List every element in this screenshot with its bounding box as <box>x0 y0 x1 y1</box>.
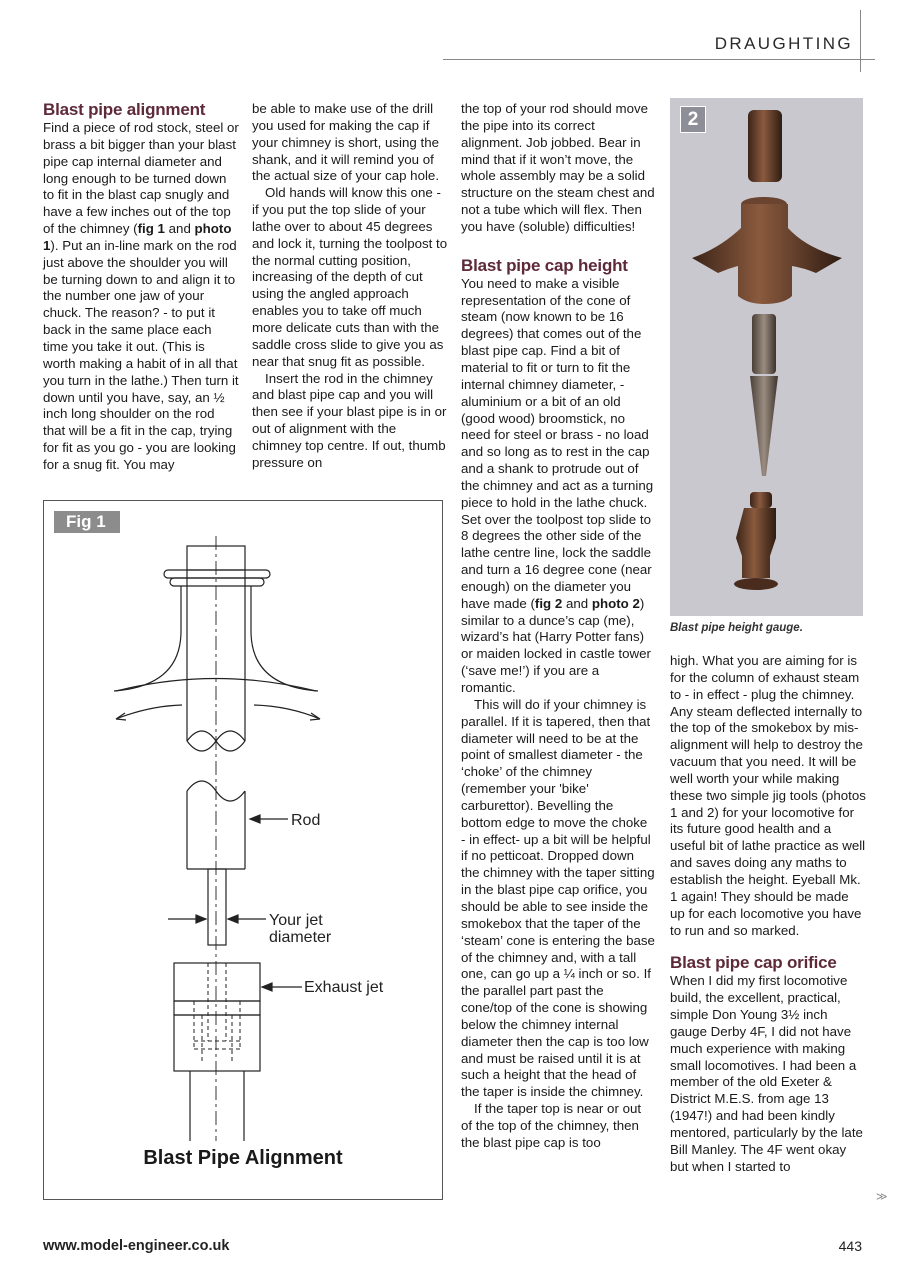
paragraph: be able to make use of the drill you used for making the cap if your chimney is short, using the shank, and it will remind you of the actual size of your cap hole. <box>252 101 440 184</box>
exhaust-jet-body <box>174 1015 260 1071</box>
paragraph <box>461 276 655 697</box>
text-run: and <box>562 595 592 611</box>
column-2 <box>252 101 448 472</box>
paragraph: This will do if your chimney is parallel. If it is tapered, then that diameter will need to be at the point of smallest diameter - the ‘choke’ of the chimney (remember your 'bike' carburettor). Bevelling the bottom edge to move the choke - in effect- up a bit will be helpful if no petticoat. Dropped down the chimney with the taper sitting in the blast pipe cap orifice, you should be able to see inside the smokebox that the taper of the ‘steam’ cone is entering the base of the chimney and, with a tall one, can go up a ¼ inch or so. If the parallel part past the cone/top of the cone is showing below the chimney internal diameter then the cap is too low and must be raised until it is at such a height that the head of the taper is inside the chimney. <box>461 696 655 1100</box>
photo-caption: Blast pipe height gauge. <box>670 622 803 634</box>
jet-arrow-right-head <box>228 915 238 923</box>
paragraph: When I did my first locomotive build, the excellent, practical, simple Don Young 3½ inch gauge Derby 4F, I did not have much experience with making small locomotives. I had been a member of the old Exeter & District M.E.S. from age 13 (1947!) and had been kindly mentored, particularly by the late Bill Manley. The 4F went okay but when I started to <box>670 973 863 1174</box>
paragraph <box>43 120 239 474</box>
arrow-left-curve <box>116 705 182 719</box>
paragraph: Insert the rod in the chimney and blast pipe cap and you will then see if your blast pipe is in or out of alignment with the chimney top centre. If out, thumb pressure on <box>252 370 447 470</box>
photo-gauge-illustration <box>670 98 863 616</box>
arrow-right-curve <box>254 705 320 719</box>
photo-reference: photo 1 <box>43 221 232 253</box>
exhaust-jet-band <box>174 1001 260 1015</box>
photo-bottom-base <box>734 578 778 590</box>
column-3 <box>461 101 655 1152</box>
section-label: DRAUGHTING <box>714 34 853 53</box>
paragraph: If the taper top is near or out of the top of the chimney, then the blast pipe cap is too <box>461 1101 642 1150</box>
header-vertical-rule <box>860 10 861 72</box>
rod-label: Rod <box>291 812 321 829</box>
footer-url: www.model-engineer.co.uk <box>43 1238 230 1254</box>
text-run: ) similar to a dunce’s cap (me), wizard’s hat (Harry Potter fans) or maiden locked in castle tower (‘save me!’) if you are a romantic. <box>461 595 651 695</box>
figure-1 <box>43 500 443 1200</box>
jet-hidden-lines <box>194 963 240 1061</box>
text-run: and <box>164 221 195 237</box>
photo-cone-shank <box>752 314 776 374</box>
chimney-flare-left <box>114 586 181 691</box>
blast-pipe-diagram <box>44 501 444 1201</box>
chimney-ring-upper <box>164 570 270 578</box>
photo-reference: photo 2 <box>591 595 640 611</box>
paragraph: high. What you are aiming for is for the column of exhaust steam to - in effect - plug the chimney. Any steam deflected internally to the top of the smokebox by mis-alignment will help to destroy the vacuum that you need. It will be well worth your while making these two simple jig tools (photos 1 and 2) for your locomotive for its future good health and a useful bit of lathe practice as well and saves doing any maths to establish the height. Eyeball Mk. 1 again! They should be made up for each locomotive you have to run and so marked. <box>670 653 866 938</box>
exhaust-jet-top <box>174 963 260 1001</box>
text-run: ). Put an in-line mark on the rod just above the shoulder you will be turning down to and align it to the number one jaw of your chuck. The reason? - to put it back in the same place each time you take it out. (This is worth making a habit of in all that you turn in the lathe.) Then turn it down until you have, say, an ½ inch long shoulder on the rod that will be a fit in the cap, trying for fit as you go - you are looking for a snug fit. You may <box>43 237 239 472</box>
exhaust-label: Exhaust jet <box>304 979 384 996</box>
photo-number: 2 <box>680 106 706 133</box>
text-run: You need to make a visible representation of the cone of steam (now known to be 16 degrees) that comes out of the blast pipe cap. Find a bit of material to fit or turn to fit the internal chimney diameter, - aluminium or a bit of an old (good wood) broomstick, no need for steel or brass - no load and so long as to rest in the cap and a shank to protrude out of the chimney and act as a turning piece to hold in the lathe chuck. Set over the toolpost top slide to 8 degrees the other side of the lathe centre line, lock the saddle and turn a 16 degree cone (near enough) on the diameter you have made ( <box>461 275 654 611</box>
column-4 <box>670 653 866 1175</box>
photo-top-cylinder <box>748 110 782 182</box>
rod-pointer-head <box>250 815 260 823</box>
photo-cone <box>750 376 778 476</box>
continue-arrow-icon: ≫ <box>876 1191 888 1203</box>
exhaust-pointer-head <box>262 983 272 991</box>
heading-blast-pipe-alignment: Blast pipe alignment <box>43 100 206 119</box>
paragraph: the top of your rod should move the pipe into its correct alignment. Job jobbed. Bear in mind that if it won’t move, the whole assembly may be a solid structure on the steam chest and not a tube which will flex. Then you have (soluble) difficulties! <box>461 101 655 234</box>
header-rule <box>443 59 875 60</box>
page-number: 443 <box>838 1238 862 1254</box>
figure-reference: fig 2 <box>534 595 563 611</box>
heading-blast-pipe-cap-height: Blast pipe cap height <box>461 255 628 275</box>
chimney-flare-right <box>251 586 318 691</box>
photo-bottom-tip <box>750 492 772 508</box>
figure-1-caption: Blast Pipe Alignment <box>143 1147 343 1169</box>
photo-bottom-body <box>736 508 776 578</box>
jet-label-line2: diameter <box>269 929 332 946</box>
photo-2 <box>670 98 863 616</box>
text-run: Find a piece of rod stock, steel or brass a bit bigger than your blast pipe cap internal diameter and long enough to be turned down to fit in the blast cap snugly and have a few inches out of the top of the chimney ( <box>43 120 239 237</box>
chimney-ring-lower <box>170 578 264 586</box>
figure-reference: fig 1 <box>137 221 165 237</box>
photo-blast-cap <box>692 204 842 304</box>
rod-shank <box>208 869 226 945</box>
figure-1-label: Fig 1 <box>54 511 120 533</box>
jet-arrow-left-head <box>196 915 206 923</box>
heading-blast-pipe-cap-orifice: Blast pipe cap orifice <box>670 953 837 973</box>
jet-label-line1: Your jet <box>269 912 323 929</box>
paragraph: Old hands will know this one - if you put the top slide of your lathe over to about 45 degrees and lock it, turning the toolpost to the normal cutting position, increasing of the depth of cut using the angled approach enables you to take off much more delicate cuts than with the saddle cross slide to give you as near that snug fit as possible. <box>252 185 448 369</box>
column-1 <box>43 100 239 474</box>
